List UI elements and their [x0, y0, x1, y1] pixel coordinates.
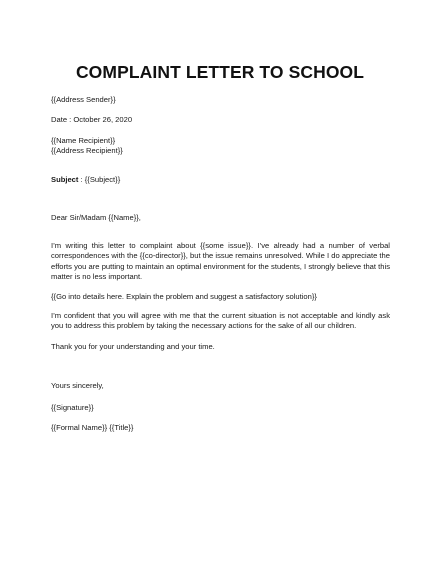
- subject-label: Subject: [51, 175, 79, 184]
- paragraph-4: Thank you for your understanding and your time.: [51, 342, 215, 351]
- paragraph-3: I’m confident that you will agree with me that the current situation is not acceptable and kindly ask you to address this problem by taking the necessary actions for the sake of all our children.: [51, 311, 390, 331]
- date-line: Date : October 26, 2020: [51, 115, 133, 124]
- document-title: COMPLAINT LETTER TO SCHOOL: [75, 62, 365, 82]
- closing: Yours sincerely,: [51, 381, 104, 390]
- paragraph-1: I’m writing this letter to complaint about {{some issue}}. I’ve already had a number of verbal correspondences with the {{co-director}}, but the issue remains unresolved. While I do appreciate the efforts you are putting to maintain an optimal environment for the students, I strongly believe that this matter is no less important.: [51, 241, 390, 282]
- address-sender: {{Address Sender}}: [51, 95, 116, 104]
- signature: {{Signature}}: [51, 403, 94, 412]
- subject-value: : {{Subject}}: [78, 175, 121, 184]
- address-recipient: {{Address Recipient}}: [51, 146, 123, 155]
- formal-name-title: {{Formal Name}} {{Title}}: [51, 423, 134, 432]
- subject-line: [51, 175, 120, 185]
- salutation: Dear Sir/Madam {{Name}},: [51, 213, 141, 222]
- paragraph-2: {{Go into details here. Explain the problem and suggest a satisfactory solution}}: [51, 292, 317, 301]
- name-recipient: {{Name Recipient}}: [51, 136, 116, 145]
